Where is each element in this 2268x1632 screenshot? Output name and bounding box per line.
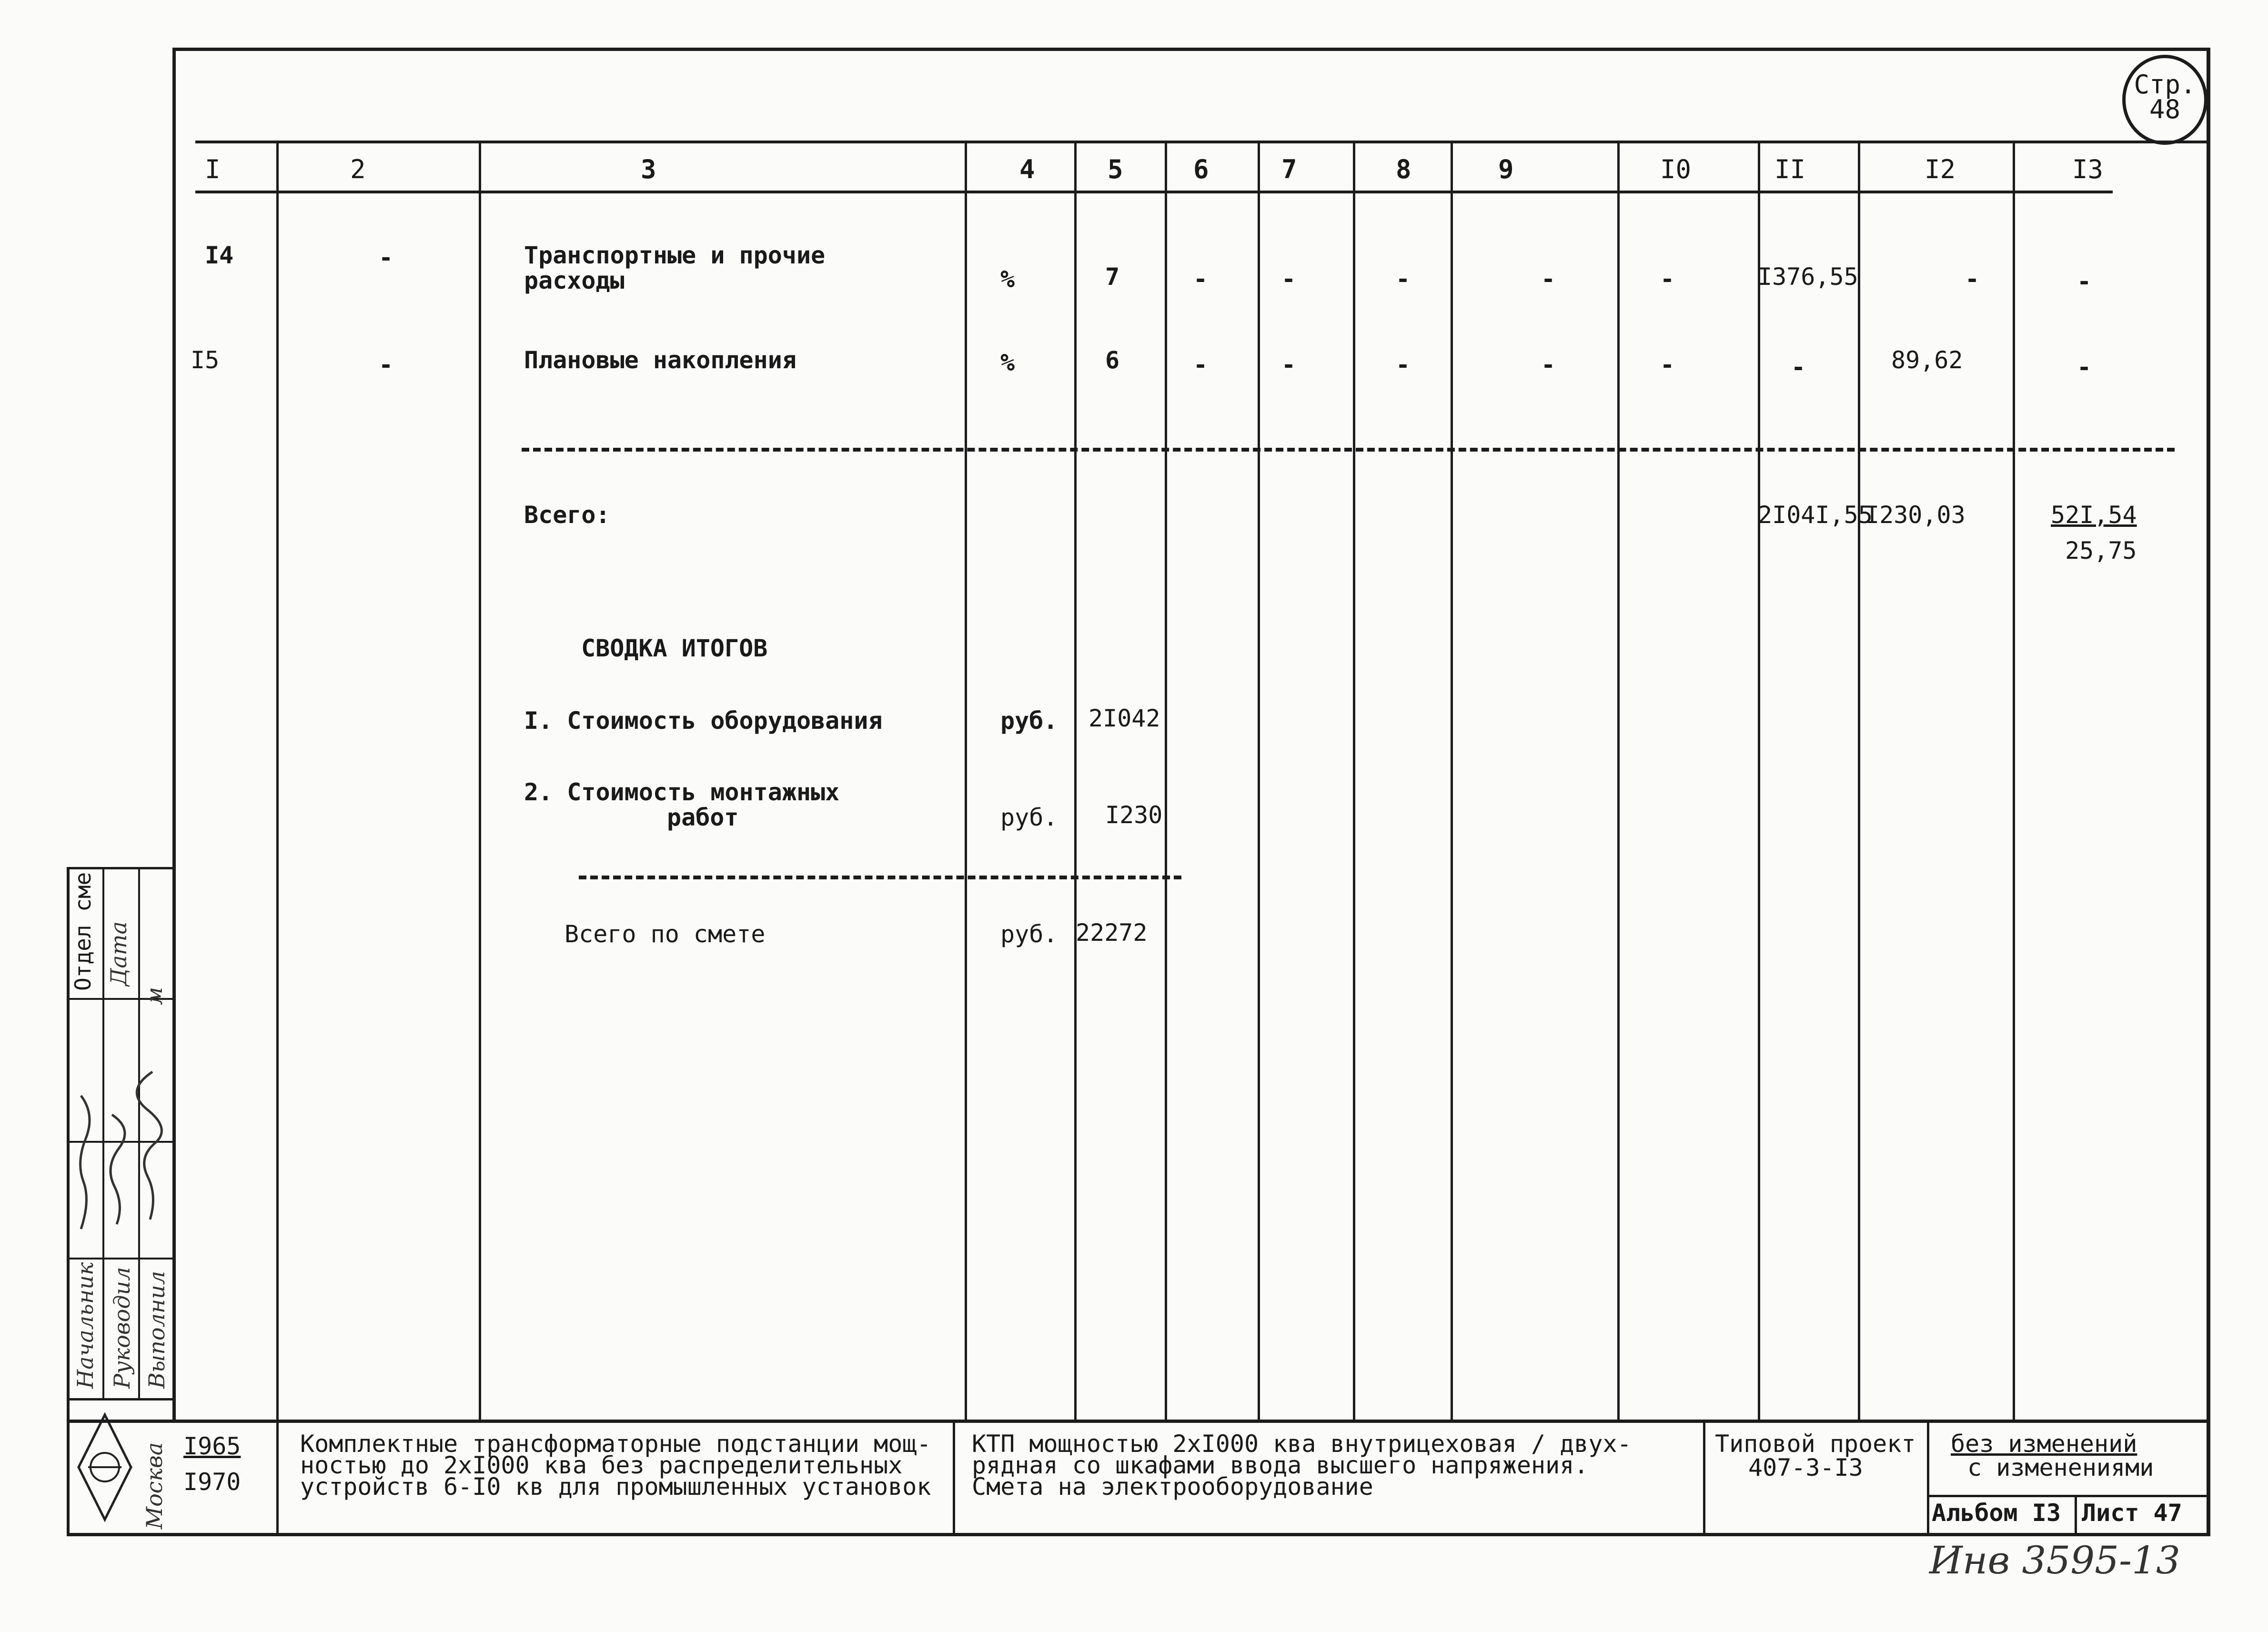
row-c12: 89,62 bbox=[1891, 346, 1963, 374]
col-line bbox=[1758, 141, 1760, 1422]
side-stamp-row bbox=[67, 1398, 174, 1400]
title-ktp-line: КТП мощностью 2хI000 ква внутрицеховая / двух- bbox=[972, 1430, 1632, 1458]
row-c6: - bbox=[1193, 351, 1208, 379]
col-line bbox=[965, 141, 967, 1422]
page-number-badge bbox=[2122, 55, 2208, 145]
row-c13: - bbox=[2077, 268, 2092, 295]
side-stamp-mark: м bbox=[141, 987, 167, 1005]
title-block-album-divider bbox=[2075, 1495, 2077, 1535]
row-number: I4 bbox=[205, 242, 234, 269]
col-line bbox=[276, 141, 279, 1422]
row-name-cont: расходы bbox=[524, 267, 625, 294]
col-header-9: 9 bbox=[1498, 154, 1514, 184]
row-c10: - bbox=[1660, 351, 1675, 379]
frame-right bbox=[2207, 48, 2210, 1536]
row-c6: - bbox=[1193, 265, 1208, 293]
row-c13: - bbox=[2077, 353, 2092, 381]
summary-item-label: 2. Стоимость монтажных bbox=[524, 778, 840, 806]
col-line bbox=[1858, 141, 1860, 1422]
project-number: 407-3-I3 bbox=[1748, 1454, 1863, 1481]
grand-total-unit: руб. bbox=[1000, 920, 1058, 948]
side-stamp-supervisor-label: Руководил bbox=[109, 1267, 135, 1389]
summary-item-label: I. Стоимость оборудования bbox=[524, 707, 883, 735]
album-number: Альбом I3 bbox=[1932, 1499, 2061, 1527]
side-stamp-head-label: Начальник bbox=[72, 1262, 98, 1389]
summary-item-value: I230 bbox=[1105, 801, 1163, 829]
col-header-4: 4 bbox=[1019, 154, 1035, 184]
col-header-13: I3 bbox=[2072, 154, 2104, 184]
row-unit: % bbox=[1000, 265, 1015, 293]
page-badge-label: Стр. bbox=[2134, 70, 2196, 100]
side-stamp-executor-label: Выполнил bbox=[144, 1270, 170, 1389]
col-line bbox=[1074, 141, 1077, 1422]
row-c11: I376,55 bbox=[1758, 263, 1858, 291]
page-badge-number: 48 bbox=[2149, 94, 2181, 124]
changes-none: без изменений bbox=[1951, 1430, 2137, 1458]
row-c12: - bbox=[1965, 265, 1980, 293]
title-block-divider bbox=[276, 1420, 279, 1536]
col-header-12: I2 bbox=[1925, 154, 1956, 184]
inventory-number: Инв 3595-13 bbox=[1929, 1538, 2180, 1582]
row-unit: % bbox=[1000, 349, 1015, 376]
col-header-10: I0 bbox=[1660, 154, 1692, 184]
row-code: - bbox=[379, 244, 393, 272]
col-line bbox=[1165, 141, 1167, 1422]
title-block-divider bbox=[953, 1420, 955, 1536]
row-c8: - bbox=[1396, 265, 1411, 293]
row-name: Транспортные и прочие bbox=[524, 242, 826, 269]
total-c13-top: 52I,54 bbox=[2051, 501, 2137, 529]
col-line bbox=[1617, 141, 1620, 1422]
summary-item-unit: руб. bbox=[1000, 707, 1058, 735]
summary-item-value: 2I042 bbox=[1089, 705, 1160, 732]
side-stamp-date-label: Дата bbox=[106, 921, 131, 986]
header-top-line bbox=[195, 141, 2208, 143]
grand-total-label: Всего по смете bbox=[564, 920, 766, 948]
row-c10: - bbox=[1660, 265, 1675, 293]
col-header-7: 7 bbox=[1281, 154, 1297, 184]
col-header-5: 5 bbox=[1108, 154, 1123, 184]
title-block-divider bbox=[1703, 1420, 1705, 1536]
col-line bbox=[2013, 141, 2015, 1422]
summary-title: СВОДКА ИТОГОВ bbox=[581, 635, 768, 662]
title-block-album-line bbox=[1927, 1495, 2210, 1497]
title-block-bottom bbox=[67, 1533, 2210, 1536]
title-description-line: ностью до 2хI000 ква без распределительных bbox=[300, 1451, 903, 1479]
row-c7: - bbox=[1281, 265, 1296, 293]
row-c11: - bbox=[1791, 353, 1806, 381]
frame-top bbox=[172, 48, 2210, 51]
total-c11: 2I04I,55 bbox=[1758, 501, 1873, 529]
sheet-number: Лист 47 bbox=[2082, 1499, 2182, 1527]
institute-logo-icon bbox=[71, 1405, 138, 1529]
total-c13-bottom: 25,75 bbox=[2065, 537, 2137, 564]
col-line bbox=[1258, 141, 1260, 1422]
dashed-separator bbox=[522, 448, 2175, 452]
title-year-start: I965 bbox=[183, 1432, 241, 1460]
title-block-divider bbox=[1927, 1420, 1929, 1536]
side-stamp-city: Москва bbox=[141, 1442, 167, 1529]
col-line bbox=[1451, 141, 1453, 1422]
row-c9: - bbox=[1541, 351, 1556, 379]
summary-item-unit: руб. bbox=[1000, 804, 1058, 831]
row-number: I5 bbox=[191, 346, 220, 374]
grand-total-value: 22272 bbox=[1076, 919, 1148, 947]
title-description-line: Комплектные трансформаторные подстанции мощ- bbox=[300, 1430, 931, 1458]
total-c12: I230,03 bbox=[1865, 501, 1966, 529]
col-header-11: II bbox=[1774, 154, 1806, 184]
title-block-top bbox=[67, 1420, 2210, 1423]
side-stamp-top bbox=[67, 867, 174, 869]
row-qty: 6 bbox=[1105, 346, 1120, 374]
row-c7: - bbox=[1281, 351, 1296, 379]
row-c9: - bbox=[1541, 265, 1556, 293]
col-header-6: 6 bbox=[1193, 154, 1209, 184]
side-stamp-row bbox=[67, 1258, 174, 1259]
col-line bbox=[479, 141, 481, 1422]
summary-dashed-separator bbox=[579, 876, 1181, 879]
col-line bbox=[1353, 141, 1355, 1422]
col-header-2: 2 bbox=[350, 154, 366, 184]
title-year-end: I970 bbox=[183, 1468, 241, 1496]
row-qty: 7 bbox=[1105, 263, 1120, 291]
title-description-line: устройств 6-I0 кв для промышленных установок bbox=[300, 1473, 931, 1501]
frame-left bbox=[172, 48, 176, 1422]
project-label: Типовой проект bbox=[1715, 1430, 1916, 1458]
row-code: - bbox=[379, 351, 393, 379]
col-header-8: 8 bbox=[1396, 154, 1411, 184]
header-bottom-line bbox=[195, 191, 2113, 193]
col-header-1: I bbox=[205, 154, 221, 184]
side-stamp-left bbox=[67, 867, 70, 1536]
changes-with: с изменениями bbox=[1967, 1454, 2154, 1481]
side-stamp-dept: Отдел сме bbox=[70, 872, 96, 991]
title-ktp-line: Смета на электрооборудование bbox=[972, 1473, 1373, 1501]
total-label: Всего: bbox=[524, 501, 610, 529]
side-stamp-signatures bbox=[71, 1000, 171, 1248]
row-name: Плановые накопления bbox=[524, 346, 796, 374]
row-c8: - bbox=[1396, 351, 1411, 379]
title-ktp-line: рядная со шкафами ввода высшего напряжения. bbox=[972, 1451, 1589, 1479]
col-header-3: 3 bbox=[641, 154, 656, 184]
summary-item-label-cont: работ bbox=[667, 804, 739, 831]
